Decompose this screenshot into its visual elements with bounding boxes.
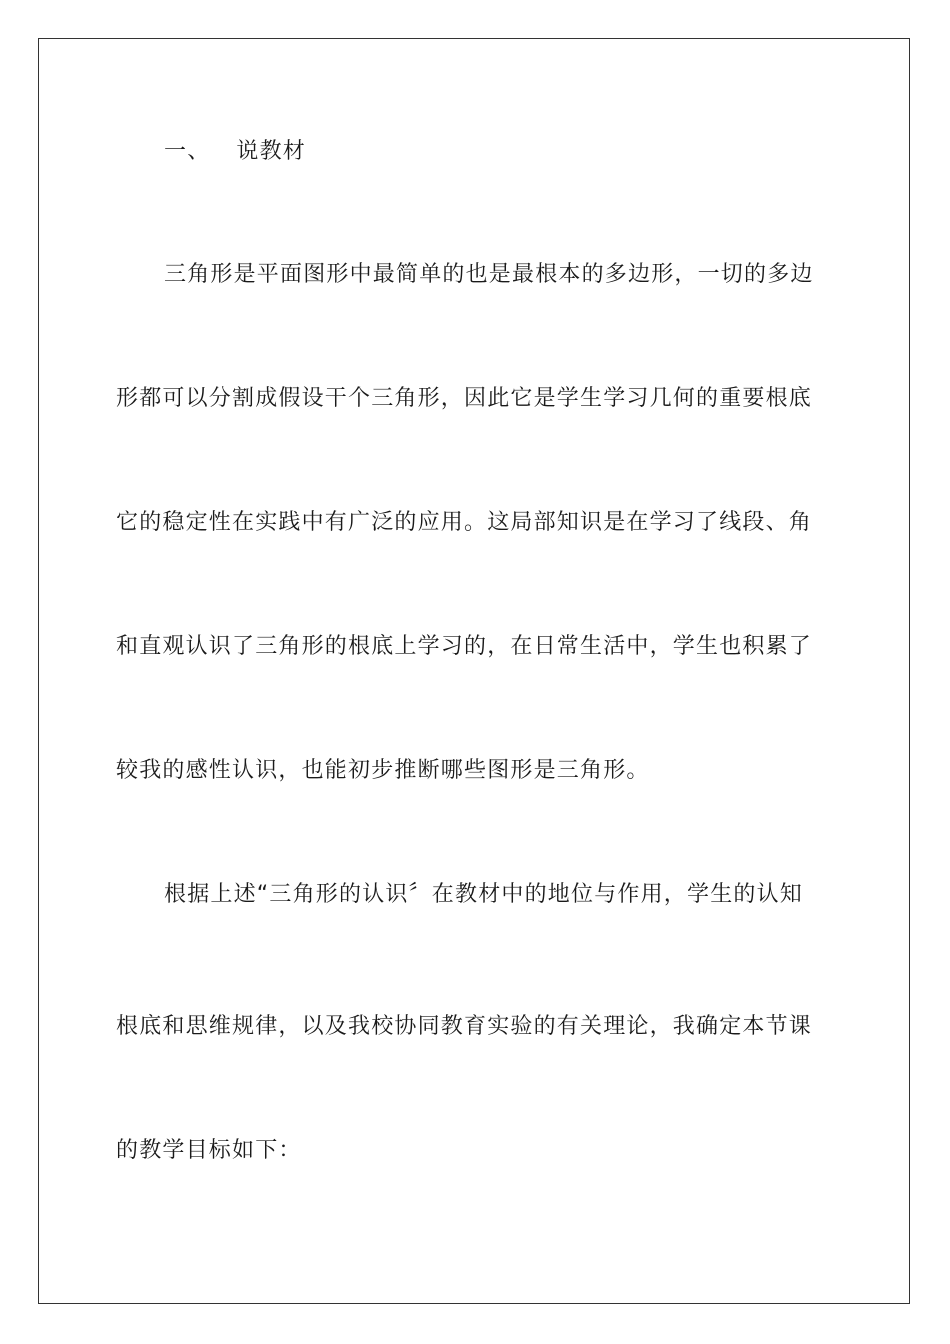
paragraph-line: 较我的感性认识，也能初步推断哪些图形是三角形。 [116,758,650,783]
page-border [38,38,910,1304]
paragraph-line: 它的稳定性在实践中有广泛的应用。这局部知识是在学习了线段、角 [116,510,813,535]
section-title: 说教材 [236,139,307,164]
paragraph-line: 的教学目标如下： [116,1138,302,1163]
paragraph-line: 和直观认识了三角形的根底上学习的，在日常生活中，学生也积累了 [116,634,813,659]
paragraph-line: 三角形是平面图形中最简单的也是最根本的多边形，一切的多边 [164,262,814,287]
paragraph-line: 根据上述“三角形的认识〞在教材中的地位与作用，学生的认知 [164,882,803,907]
paragraph-line: 根底和思维规律，以及我校协同教育实验的有关理论，我确定本节课 [116,1014,813,1039]
paragraph-line: 形都可以分割成假设干个三角形，因此它是学生学习几何的重要根底 [116,386,813,411]
section-number: 一、 [164,139,211,164]
section-heading [164,137,884,167]
